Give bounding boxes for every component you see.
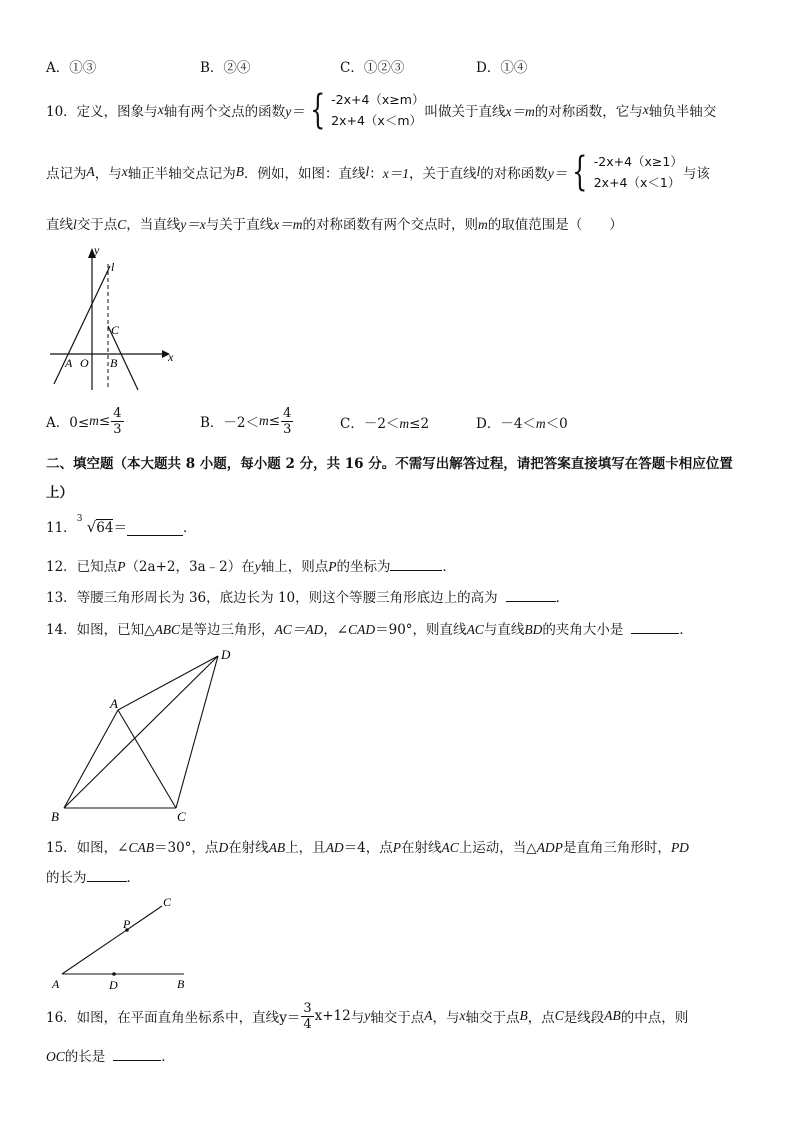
label-c: C: [163, 895, 172, 909]
q10-option-a: A．0≤ m ≤ $\frac{4}{3}$: [46, 405, 122, 437]
fraction-3-4: $\frac{3}{4}$: [303, 1000, 312, 1032]
segment-bd: [64, 656, 218, 808]
label-l: l: [111, 260, 115, 274]
label-b: B: [51, 809, 59, 824]
q15-line2: 的长为 ．: [46, 866, 140, 886]
q15-line1: 15．如图，∠CAB＝30°，点D在射线AB上，且AD＝4，点P在射线AC上运动，当△ADP是直角三角形时，PD: [46, 840, 689, 856]
label-b: B: [177, 977, 185, 991]
q9-option-b: B．②④: [200, 60, 251, 76]
answer-blank[interactable]: [113, 1046, 161, 1061]
q9-option-c: C．①②③: [340, 60, 405, 76]
segment-ad: [118, 656, 218, 710]
label-a: A: [65, 356, 73, 370]
q10-option-d: D．－4＜m＜0: [476, 416, 568, 432]
answer-blank[interactable]: [506, 587, 556, 602]
q15-figure: [44, 890, 204, 994]
q9-option-a: A．①③: [46, 60, 97, 76]
label-p: P: [123, 917, 131, 931]
q10-option-b: B．－2＜ m ≤ $\frac{4}{3}$: [200, 405, 292, 437]
label-b: B: [110, 356, 118, 370]
ray-ac: [62, 906, 162, 974]
segment-dc: [176, 656, 218, 808]
answer-blank[interactable]: [87, 867, 127, 882]
q13: 13．等腰三角形周长为 36，底边长为 10，则这个等腰三角形底边上的高为 ．: [46, 586, 569, 606]
section2-title-cont: 上）: [46, 485, 73, 501]
cube-root: 3 √64: [76, 514, 114, 536]
q10-figure: [40, 238, 190, 398]
q10-line3: 直线l交于点C，当直线y＝x与关于直线x＝m的对称函数有两个交点时，则m的取值范围是（ ）: [46, 217, 623, 233]
answer-blank[interactable]: [390, 556, 442, 571]
q10-line1: 10．定义，图象与 x 轴有两个交点的函数 y＝ { -2x+4（x≥m） 2x+4（x＜m） 叫做关于直线 x＝m 的对称函数，它与 x 轴负半轴交: [46, 87, 717, 133]
q10-option-c: C．－2＜m≤2: [340, 416, 430, 432]
q9-option-d: D．①④: [476, 60, 528, 76]
q11: 11． 3 √64 ＝ ．: [46, 514, 197, 536]
q16-line2: OC的长是 ．: [46, 1045, 175, 1065]
label-c: C: [177, 809, 186, 824]
q14-figure: [44, 644, 244, 826]
q10-line2: 点记为 A ，与 x 轴正半轴交点记为 B ．例如，如图：直线 l ： x＝1 ，关于直线 l 的对称函数 y＝ { -2x+4（x≥1） 2x+4（x＜1） 与该: [46, 149, 710, 195]
label-o: O: [80, 356, 89, 370]
label-d: D: [109, 978, 118, 992]
label-c: C: [111, 323, 120, 337]
fraction-4-3: $\frac{4}{3}$: [113, 405, 122, 437]
piecewise-function-example: { -2x+4（x≥1） 2x+4（x＜1）: [572, 149, 683, 195]
segment-ab: [64, 710, 118, 808]
label-x: x: [168, 350, 174, 364]
answer-blank[interactable]: [127, 521, 183, 536]
fraction-4-3: $\frac{4}{3}$: [283, 405, 292, 437]
point-d: [112, 972, 116, 976]
q14: 14．如图，已知△ABC是等边三角形，AC＝AD，∠CAD＝90°，则直线AC与直线BD的夹角大小是 ．: [46, 618, 693, 638]
label-a: A: [110, 696, 118, 711]
label-d: D: [221, 647, 231, 662]
label-a: A: [52, 977, 60, 991]
answer-blank[interactable]: [631, 619, 679, 634]
section2-title: 二、填空题（本大题共 8 小题，每小题 2 分，共 16 分。不需写出解答过程，请把答案直接填写在答题卡相应位置: [46, 456, 733, 472]
q12: 12．已知点P（2a+2，3a﹣2）在y轴上，则点P的坐标为 ．: [46, 555, 456, 575]
segment-ac: [118, 710, 176, 808]
label-y: y: [94, 243, 100, 257]
piecewise-function: { -2x+4（x≥m） 2x+4（x＜m）: [309, 87, 425, 133]
q16-line1: 16．如图，在平面直角坐标系中，直线 y＝ $\frac{3}{4}$ x+12 与 y 轴交于点 A ，与 x 轴交于点 B ，点 C 是线段 AB 的中点，则: [46, 1000, 689, 1032]
